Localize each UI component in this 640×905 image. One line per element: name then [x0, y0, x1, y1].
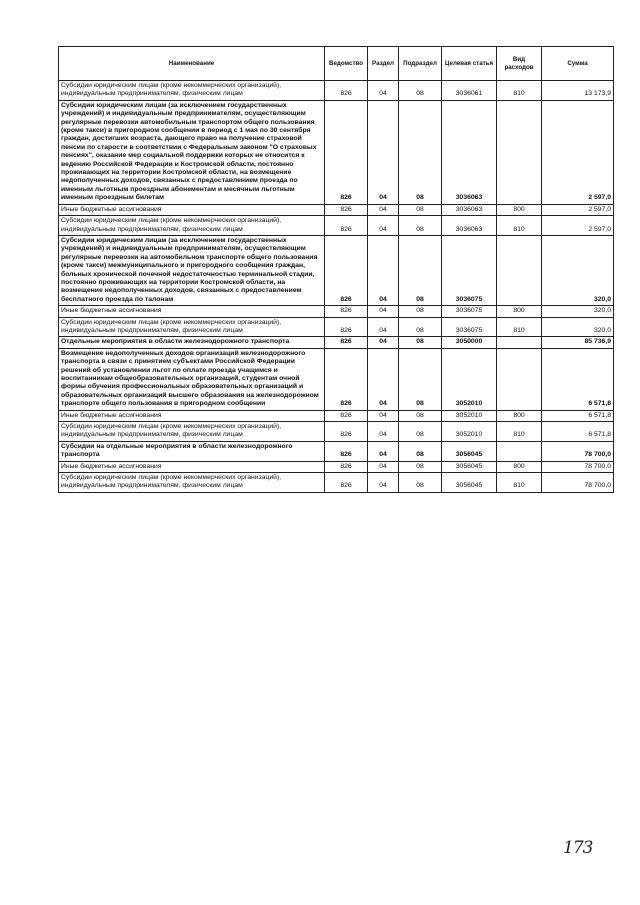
page-number: 173 — [563, 838, 593, 858]
cell-sum: 13 173,9 — [542, 81, 614, 101]
header-row — [59, 47, 614, 81]
table-row — [59, 81, 614, 101]
cell-type: 800 — [497, 410, 542, 421]
cell-type — [497, 441, 542, 461]
cell-sum: 2 597,0 — [542, 216, 614, 236]
cell-target: 3036063 — [442, 216, 497, 236]
cell-name: Субсидии юридическим лицам (кроме некоммерческих организаций), индивидуальным предпринимателям, физическим лицам — [59, 81, 325, 101]
cell-sum: 320,0 — [542, 317, 614, 337]
cell-target: 3052010 — [442, 348, 497, 410]
table-row — [59, 100, 614, 204]
cell-section: 04 — [368, 100, 399, 204]
cell-name: Иные бюджетные ассигнования — [59, 306, 325, 317]
cell-sum: 78 700,0 — [542, 473, 614, 493]
cell-section: 04 — [368, 461, 399, 472]
cell-sum: 78 700,0 — [542, 441, 614, 461]
cell-target: 3056045 — [442, 441, 497, 461]
cell-section: 04 — [368, 410, 399, 421]
header-subsection: Подраздел — [399, 47, 442, 81]
cell-subsection: 08 — [399, 337, 442, 348]
cell-type — [497, 235, 542, 305]
header-section: Раздел — [368, 47, 399, 81]
table-row — [59, 337, 614, 348]
cell-sum: 2 597,0 — [542, 204, 614, 215]
table-row — [59, 235, 614, 305]
cell-dept: 826 — [325, 204, 368, 215]
cell-section: 04 — [368, 337, 399, 348]
cell-target: 3052010 — [442, 422, 497, 442]
cell-type: 810 — [497, 473, 542, 493]
cell-name: Возмещение недополученных доходов организаций железнодорожного транспорта в связи с принятием субъектами Российской Федерации решений об установлении льгот по оплате проезда учащимся и воспитанникам общеобразовательных организаций, студентам очной формы обучения профессиональных образовательных организаций и образовательных организаций высшего образования на железнодорожном транспорте общего пользования в пригородном сообщении — [59, 348, 325, 410]
cell-target: 3050000 — [442, 337, 497, 348]
cell-subsection: 08 — [399, 81, 442, 101]
header-name: Наименование — [59, 47, 325, 81]
cell-type: 800 — [497, 306, 542, 317]
cell-name: Субсидии юридическим лицам (за исключением государственных учреждений) и индивидуальным предпринимателям, осуществляющим регулярные перевозки автомобильным транспортом общего пользования (кроме такси) в пригородном сообщении в период с 1 мая по 30 сентября граждан, достигших возраста, дающего право на получение страховой пенсии по старости в соответствии с Федеральным законом "О страховых пенсиях", оказание мер социальной поддержки которых не относится к ведению Российской Федерации и Костромской области, постоянно проживающих на территории Костромской области, на возмещение недополученных доходов, связанных с предоставлением проезда по именным льготным проездным абонементам и месячным льготным именным проездным билетам — [59, 100, 325, 204]
cell-section: 04 — [368, 204, 399, 215]
table-row — [59, 422, 614, 442]
cell-subsection: 08 — [399, 100, 442, 204]
table-row — [59, 410, 614, 421]
budget-table — [58, 46, 614, 493]
cell-dept: 826 — [325, 461, 368, 472]
cell-subsection: 08 — [399, 204, 442, 215]
cell-subsection: 08 — [399, 235, 442, 305]
table-row — [59, 317, 614, 337]
cell-sum: 6 571,8 — [542, 410, 614, 421]
cell-sum: 320,0 — [542, 306, 614, 317]
cell-name: Иные бюджетные ассигнования — [59, 461, 325, 472]
cell-name: Субсидии юридическим лицам (кроме некоммерческих организаций), индивидуальным предпринимателям, физическим лицам — [59, 216, 325, 236]
cell-dept: 826 — [325, 81, 368, 101]
cell-name: Субсидии юридическим лицам (кроме некоммерческих организаций), индивидуальным предпринимателям, физическим лицам — [59, 422, 325, 442]
cell-name: Субсидии на отдельные мероприятия в области железнодорожного транспорта — [59, 441, 325, 461]
cell-type: 810 — [497, 317, 542, 337]
cell-name: Иные бюджетные ассигнования — [59, 204, 325, 215]
table-row — [59, 216, 614, 236]
cell-section: 04 — [368, 317, 399, 337]
cell-subsection: 08 — [399, 216, 442, 236]
cell-section: 04 — [368, 422, 399, 442]
header-dept: Ведомство — [325, 47, 368, 81]
cell-subsection: 08 — [399, 306, 442, 317]
cell-section: 04 — [368, 216, 399, 236]
cell-type — [497, 100, 542, 204]
cell-section: 04 — [368, 348, 399, 410]
cell-target: 3036075 — [442, 306, 497, 317]
cell-section: 04 — [368, 306, 399, 317]
cell-name: Субсидии юридическим лицам (кроме некоммерческих организаций), индивидуальным предпринимателям, физическим лицам — [59, 473, 325, 493]
cell-dept: 826 — [325, 441, 368, 461]
cell-dept: 826 — [325, 337, 368, 348]
cell-type: 800 — [497, 204, 542, 215]
cell-section: 04 — [368, 441, 399, 461]
cell-section: 04 — [368, 235, 399, 305]
cell-dept: 826 — [325, 422, 368, 442]
cell-subsection: 08 — [399, 317, 442, 337]
table-row — [59, 473, 614, 493]
cell-subsection: 08 — [399, 348, 442, 410]
cell-section: 04 — [368, 473, 399, 493]
cell-name: Иные бюджетные ассигнования — [59, 410, 325, 421]
cell-target: 3056045 — [442, 473, 497, 493]
cell-type: 810 — [497, 81, 542, 101]
cell-subsection: 08 — [399, 422, 442, 442]
table-row — [59, 461, 614, 472]
cell-dept: 826 — [325, 410, 368, 421]
cell-type: 810 — [497, 216, 542, 236]
cell-target: 3056045 — [442, 461, 497, 472]
cell-sum: 78 700,0 — [542, 461, 614, 472]
cell-target: 3052010 — [442, 410, 497, 421]
cell-name: Субсидии юридическим лицам (кроме некоммерческих организаций), индивидуальным предпринимателям, физическим лицам — [59, 317, 325, 337]
cell-sum: 6 571,8 — [542, 348, 614, 410]
header-type: Вид расходов — [497, 47, 542, 81]
cell-dept: 826 — [325, 473, 368, 493]
cell-dept: 826 — [325, 235, 368, 305]
cell-subsection: 08 — [399, 461, 442, 472]
cell-type — [497, 337, 542, 348]
table-row — [59, 306, 614, 317]
cell-subsection: 08 — [399, 441, 442, 461]
cell-subsection: 08 — [399, 473, 442, 493]
header-target: Целевая статья — [442, 47, 497, 81]
cell-dept: 826 — [325, 100, 368, 204]
cell-target: 3036075 — [442, 235, 497, 305]
cell-type: 810 — [497, 422, 542, 442]
cell-type — [497, 348, 542, 410]
cell-dept: 826 — [325, 317, 368, 337]
cell-target: 3036061 — [442, 81, 497, 101]
cell-section: 04 — [368, 81, 399, 101]
cell-dept: 826 — [325, 306, 368, 317]
cell-sum: 320,0 — [542, 235, 614, 305]
cell-name: Отдельные мероприятия в области железнодорожного транспорта — [59, 337, 325, 348]
table-row — [59, 441, 614, 461]
cell-sum: 6 571,8 — [542, 422, 614, 442]
cell-type: 800 — [497, 461, 542, 472]
cell-dept: 826 — [325, 216, 368, 236]
cell-sum: 2 597,0 — [542, 100, 614, 204]
cell-subsection: 08 — [399, 410, 442, 421]
table-row — [59, 204, 614, 215]
table-row — [59, 348, 614, 410]
cell-dept: 826 — [325, 348, 368, 410]
cell-target: 3036075 — [442, 317, 497, 337]
cell-sum: 85 736,9 — [542, 337, 614, 348]
cell-name: Субсидии юридическим лицам (за исключением государственных учреждений) и индивидуальным предпринимателям, осуществляющим регулярные перевозки на автомобильном транспорте общего пользования (кроме такси) межмуниципального и пригородного сообщения граждан, больных хронической почечной недостаточностью терминальной стадии, постоянно проживающих на территории Костромской области, на возмещение недополученных доходов, связанных с предоставлением бесплатного проезда по талонам — [59, 235, 325, 305]
cell-target: 3036063 — [442, 204, 497, 215]
header-sum: Сумма — [542, 47, 614, 81]
cell-target: 3036063 — [442, 100, 497, 204]
